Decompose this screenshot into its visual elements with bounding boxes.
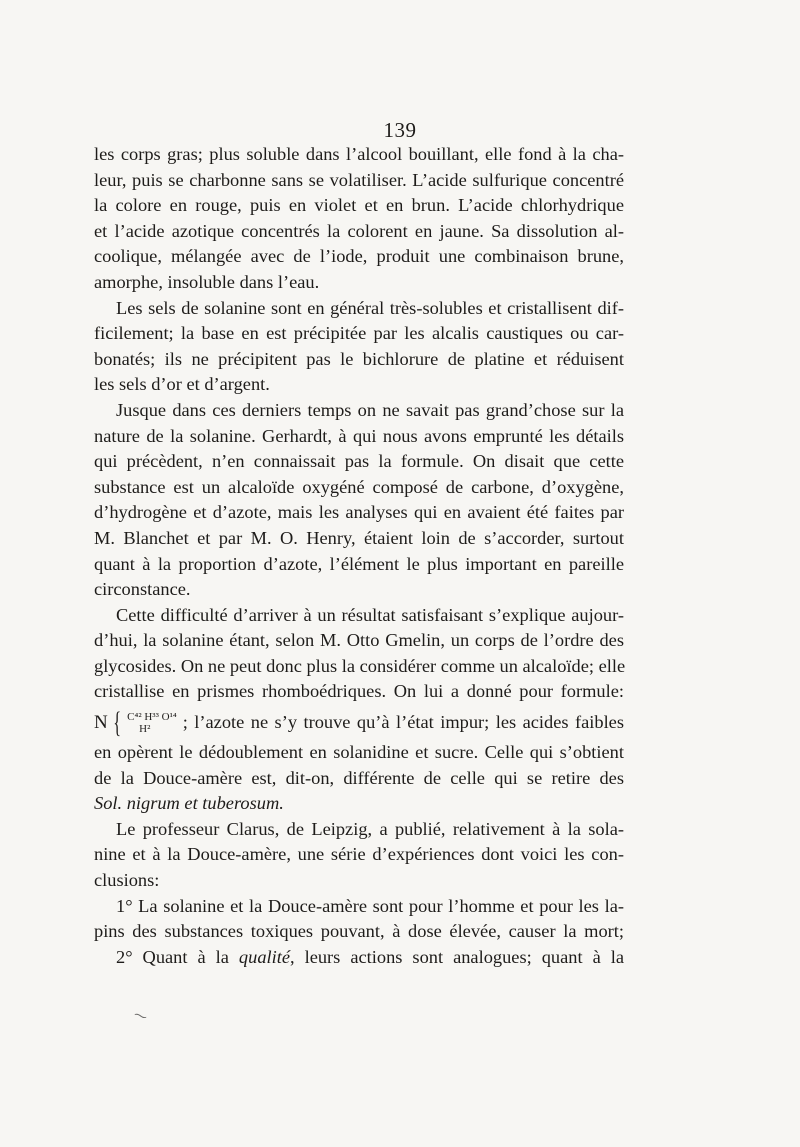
text-line	[94, 945, 624, 971]
text-line: et l’acide azotique concentrés la colorent en jaune. Sa dissolution al-	[94, 220, 624, 241]
text-line: d’hui, la solanine étant, selon M. Otto Gmelin, un corps de l’ordre des	[94, 630, 624, 651]
text-line: Les sels de solanine sont en général très-solubles et cristallisent dif-	[116, 297, 624, 318]
text-line: quant à la proportion d’azote, l’élément le plus important en pareille	[94, 553, 624, 574]
text-line: Le professeur Clarus, de Leipzig, a publié, relativement à la sola-	[116, 818, 624, 839]
text-line: d’hydrogène et d’azote, mais les analyses qui en avaient été faites par	[94, 502, 624, 523]
text-line: cristallise en prismes rhomboédriques. On lui a donné pour formule:	[94, 681, 624, 702]
text-line: de la Douce-amère est, dit-on, différente de celle qui se retire des	[94, 767, 624, 788]
formula-nitrogen: N	[94, 712, 108, 734]
text-line: 1° La solanine et la Douce-amère sont pour l’homme et pour les la-	[116, 895, 624, 916]
text-line: glycosides. On ne peut donc plus la considérer comme un alcaloïde; elle	[94, 655, 626, 676]
text-line: nature de la solanine. Gerhardt, à qui nous avons emprunté les détails	[94, 425, 624, 446]
text-line: leur, puis se charbonne sans se volatiliser. L’acide sulfurique concentré	[94, 169, 624, 190]
text-line: bonatés; ils ne précipitent pas le bichlorure de platine et réduisent	[94, 348, 624, 369]
text-line: clusions:	[94, 870, 160, 891]
last-line-suffix: , leurs actions sont analogues; quant à la	[290, 946, 625, 967]
text-line: en opèrent le dédoublement en solanidine et sucre. Celle qui s’obtient	[94, 742, 624, 763]
text-line: qui précèdent, n’en connaissait pas la formule. On disait que cette	[94, 451, 624, 472]
text-line: nine et à la Douce-amère, une série d’expériences dont voici les con-	[94, 844, 624, 865]
text-line: Cette difficulté d’arriver à un résultat satisfaisant s’explique aujour-	[116, 604, 624, 625]
text-line: circonstance.	[94, 579, 191, 600]
text-line: substance est un alcaloïde oxygéné composé de carbone, d’oxygène,	[94, 476, 624, 497]
text-line: coolique, mélangée avec de l’iode, produit une combinaison brune,	[94, 246, 624, 267]
ink-smudge: ⁓	[131, 1006, 150, 1025]
text-line: la colore en rouge, puis en violet et en brun. L’acide chlorhydrique	[94, 195, 624, 216]
formula-composition	[127, 711, 177, 735]
text-line: pins des substances toxiques pouvant, à dose élevée, causer la mort;	[94, 921, 624, 942]
formula-brace: {	[112, 705, 121, 739]
text-line: M. Blanchet et par M. O. Henry, étaient loin de s’accorder, surtout	[94, 527, 624, 548]
last-line-prefix: 2° Quant à la	[116, 946, 239, 967]
last-line-emphasis: qualité	[238, 946, 290, 967]
page-number: 139	[383, 118, 417, 142]
formula-bottom: H²	[139, 722, 151, 735]
text-line: amorphe, insoluble dans l’eau.	[94, 271, 320, 292]
text-line: ficilement; la base en est précipitée par les alcalis caustiques ou car-	[94, 323, 624, 344]
text-line: Jusque dans ces derniers temps on ne savait pas grand’chose sur la	[116, 399, 624, 420]
text-line: les sels d’or et d’argent.	[94, 374, 270, 395]
formula-text: ; l’azote ne s’y trouve qu’à l’état impur; les acides faibles	[182, 712, 624, 733]
body-text	[94, 142, 624, 970]
formula-top: C⁴² H³³ O¹⁴	[127, 710, 177, 723]
text-line: les corps gras; plus soluble dans l’alcool bouillant, elle fond à la cha-	[94, 144, 624, 164]
italic-species-line: Sol. nigrum et tuberosum.	[94, 793, 284, 814]
chemical-formula-line	[94, 705, 624, 740]
